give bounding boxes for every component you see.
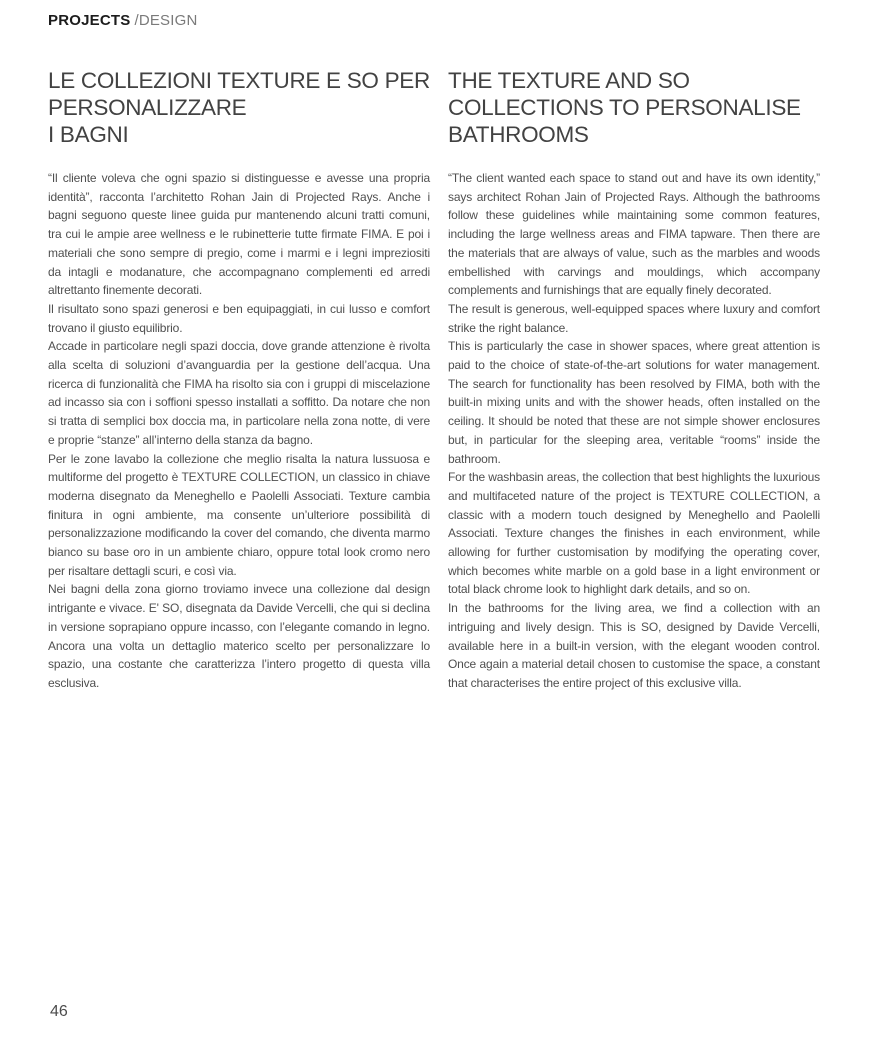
running-head-subsection: /DESIGN [134, 12, 198, 29]
article-title-italian [48, 67, 444, 148]
article-paragraph: In the bathrooms for the living area, we find a collection with an intriguing and lively design. This is SO, designed by Davide Vercelli, available here in a built-in version, with the elegant wooden control. Once again a material detail chosen to customise the space, a constant that characterises the entire project of this exclusive villa. [448, 601, 820, 690]
article-paragraph: For the washbasin areas, the collection that best highlights the luxurious and multifaceted nature of the project is TEXTURE COLLECTION, a classic with a modern touch designed by Meneghello and Paolelli Associati. Texture changes the finishes in each environment, while allowing for further customisation by modifying the operating cover, which becomes white marble on a gold base in a light environment or total black chrome look to highlight dark details, and so on. [448, 470, 820, 597]
title-line: COLLECTIONS TO PERSONALISE [448, 95, 801, 120]
article-paragraph: Accade in particolare negli spazi doccia, dove grande attenzione è rivolta alla scelta di soluzioni d’avanguardia per la gestione dell’acqua. Una ricerca di funzionalità che FIMA ha risolto sia con i gruppi di miscelazione ad incasso sia con i soffioni spesso installati a soffitto. Da notare che non si tratta di semplici box doccia ma, in particolare nella zona notte, di vere e proprie “stanze” all’interno della stanza da bagno. [48, 339, 430, 447]
article-paragraph: Nei bagni della zona giorno troviamo invece una collezione dal design intrigante e vivace. E' SO, disegnata da Davide Vercelli, che qui si declina in versione soprapiano oppure incasso, con l’elegante comando in legno. Ancora una volta un dettaglio materico scelto per personalizzare lo spazio, una costante che caratterizza l’intero progetto di questa villa esclusiva. [48, 582, 430, 690]
title-line: THE TEXTURE AND SO [448, 68, 690, 93]
running-head-section: PROJECTS [48, 12, 131, 29]
article-paragraph: This is particularly the case in shower spaces, where great attention is paid to the choice of state-of-the-art solutions for water management. The search for functionality has been resolved by FIMA, both with the built-in mixing units and with the shower heads, often installed on the ceiling. It should be noted that these are not simple shower enclosures but, in particular for the sleeping area, veritable “rooms” inside the bathroom. [448, 339, 820, 466]
article-paragraph: Per le zone lavabo la collezione che meglio risalta la natura lussuosa e multiforme del progetto è TEXTURE COLLECTION, un classico in chiave moderna disegnato da Meneghello e Paolelli Associati. Texture cambia finitura in ogni ambiente, ma consente un’ulteriore possibilità di personalizzazione modificando la cover del comando, che diventa marmo bianco su base oro in un ambiente chiaro, oppure total look cromo nero per risaltare dettagli scuri, e così via. [48, 451, 430, 578]
title-line: BATHROOMS [448, 122, 589, 147]
title-line: PERSONALIZZARE [48, 95, 247, 120]
page-number: 46 [50, 1003, 68, 1020]
article-paragraph: “Il cliente voleva che ogni spazio si distinguesse e avesse una propria identità”, racconta l’architetto Rohan Jain di Projected Rays. Anche i bagni seguono queste linee guida pur mantenendo alcuni tratti comuni, tra cui le ampie aree wellness e le rubinetterie tutte firmate FIMA. E poi i materiali che sono sempre di pregio, come i marmi e i legni impreziositi da intagli e modanature, che accompagnano complementi ed arredi altrettanto finemente decorati. [48, 171, 430, 298]
title-line: I BAGNI [48, 122, 129, 147]
article-paragraph: “The client wanted each space to stand out and have its own identity,” says architect Rohan Jain of Projected Rays. Although the bathrooms follow these guidelines while maintaining some common features, including the large wellness areas and FIMA tapware. Then there are the materials that are always of value, such as the marbles and woods embellished with carvings and mouldings, which accompany complements and furnishings that are equally finely decorated. [448, 171, 820, 298]
article-body-italian [48, 169, 430, 693]
article-paragraph: The result is generous, well-equipped spaces where luxury and comfort strike the right balance. [448, 301, 820, 335]
title-line: LE COLLEZIONI TEXTURE E SO PER [48, 68, 430, 93]
article-paragraph: Il risultato sono spazi generosi e ben equipaggiati, in cui lusso e comfort trovano il giusto equilibrio. [48, 301, 430, 335]
running-head [48, 12, 198, 29]
article-body-english [448, 169, 820, 693]
article-title-english [448, 67, 844, 148]
